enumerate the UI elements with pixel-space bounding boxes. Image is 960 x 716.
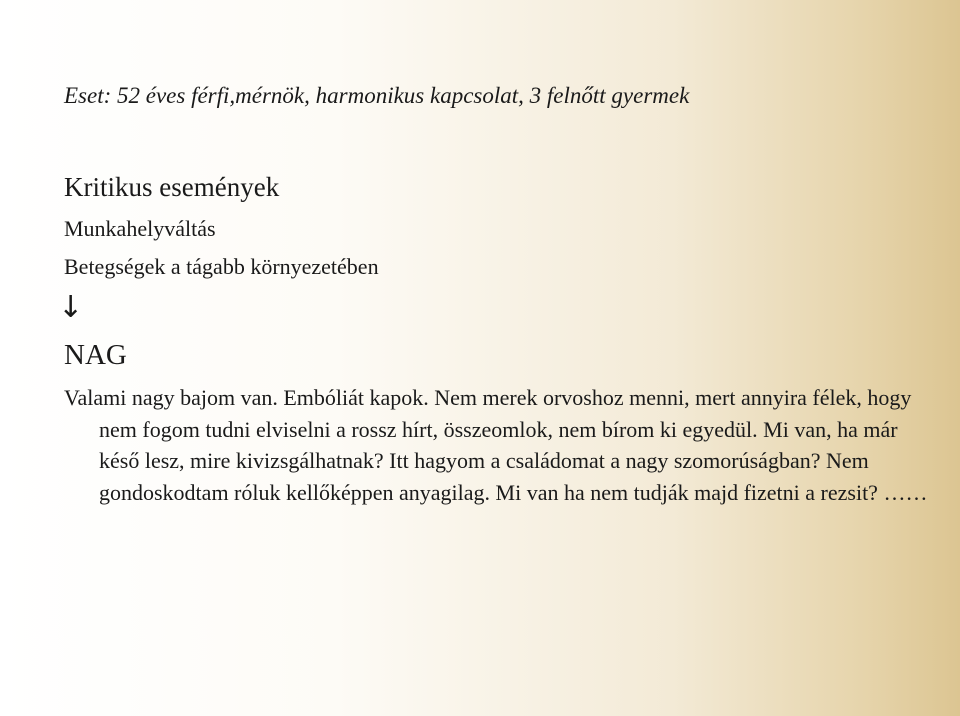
critical-event-item: Betegségek a tágabb környezetében xyxy=(64,254,379,279)
down-arrow-icon: ↓ xyxy=(58,290,84,325)
nag-heading: NAG xyxy=(64,339,127,371)
nag-quote: Valami nagy bajom van. Embóliát kapok. Nem merek orvoshoz menni, mert annyira félek, hogy nem fogom tudni elviselni a rossz hírt, összeomlok, nem bírom ki egyedül. Mi van, ha már késő lesz, mire kivizsgálhatnak? Itt hagyom a családomat a nagy szomorúságban? Nem gondoskodtam róluk kellőképpen anyagilag. Mi van ha nem tudják majd fizetni a rezsit? …… xyxy=(64,385,928,505)
critical-events-heading: Kritikus események xyxy=(64,172,280,202)
case-title: Eset: 52 éves férfi,mérnök, harmonikus kapcsolat, 3 felnőtt gyermek xyxy=(64,83,690,108)
critical-event-item: Munkahelyváltás xyxy=(64,216,216,241)
